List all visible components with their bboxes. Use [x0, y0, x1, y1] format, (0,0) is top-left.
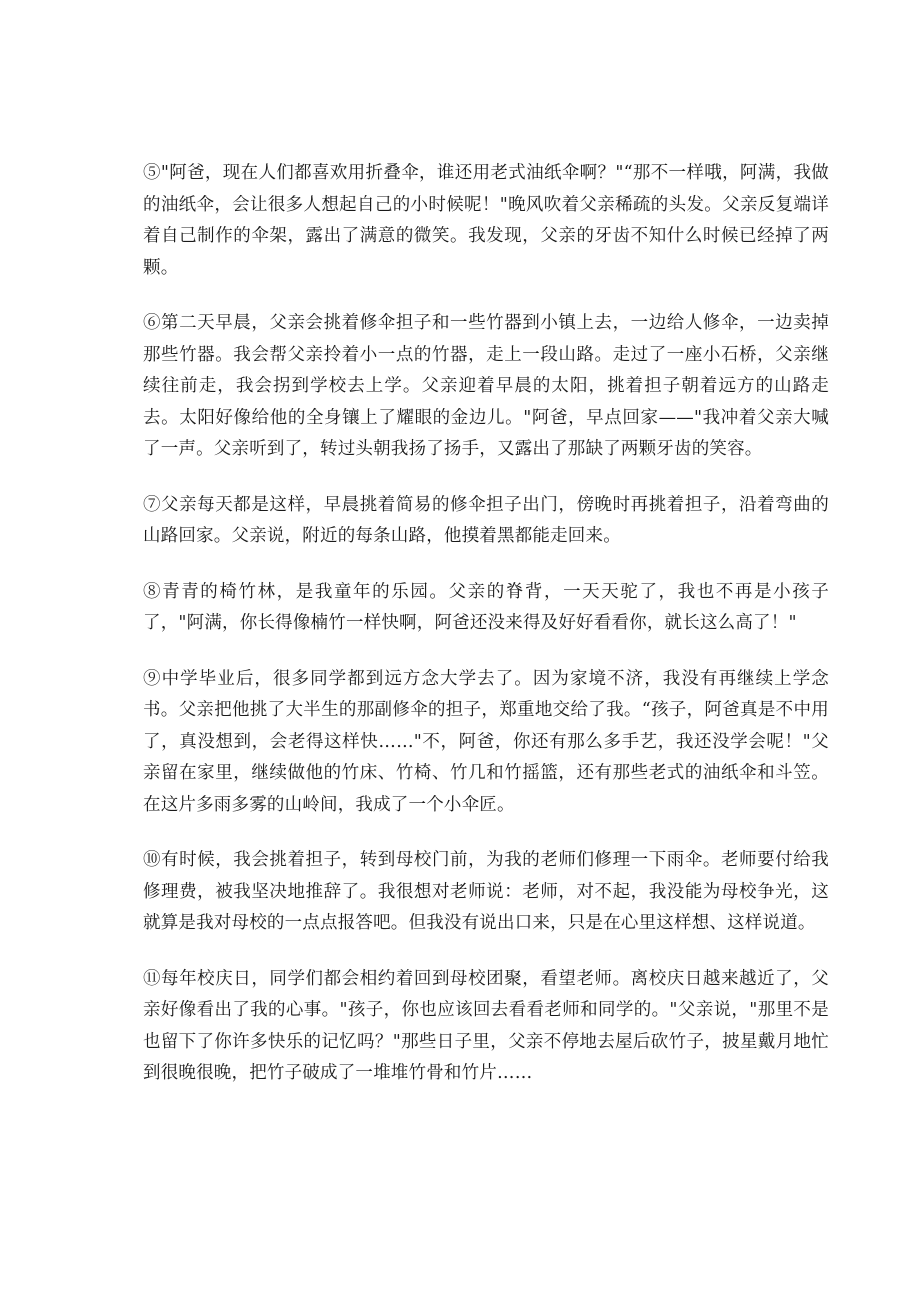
paragraph-9: ⑨中学毕业后，很多同学都到远方念大学去了。因为家境不济，我没有再继续上学念书。父亲把他挑了大半生的那副修伞的担子，郑重地交给了我。“孩子，阿爸真是不中用了，真没想到，会老得这样快……"不，阿爸，你还有那么多手艺，我还没学会呢！"父亲留在家里，继续做他的竹床、竹椅、竹几和竹摇篮，还有那些老式的油纸伞和斗笠。在这片多雨多雾的山岭间，我成了一个小伞匠。 — [143, 668, 829, 815]
paragraph-6: ⑥第二天早晨，父亲会挑着修伞担子和一些竹器到小镇上去，一边给人修伞，一边卖掉那些竹器。我会帮父亲拎着小一点的竹器，走上一段山路。走过了一座小石桥，父亲继续往前走，我会拐到学校去上学。父亲迎着早晨的太阳，挑着担子朝着远方的山路走去。太阳好像给他的全身镶上了耀眼的金边儿。"阿爸，早点回家——"我冲着父亲大喊了一声。父亲听到了，转过头朝我扬了扬手，又露出了那缺了两颗牙齿的笑容。 — [143, 313, 829, 459]
paragraph-8: ⑧青青的椅竹林，是我童年的乐园。父亲的脊背，一天天驼了，我也不再是小孩子了，"阿满，你长得像楠竹一样快啊，阿爸还没来得及好好看看你，就长这么高了！" — [143, 581, 829, 633]
paragraph-10: ⑩有时候，我会挑着担子，转到母校门前，为我的老师们修理一下雨伞。老师要付给我修理费，被我坚决地推辞了。我很想对老师说：老师，对不起，我没能为母校争光，这就算是我对母校的一点点报答吧。但我没有说出口来，只是在心里这样想、这样说道。 — [143, 850, 829, 933]
document-body — [143, 158, 829, 1114]
paragraph-11: ⑪每年校庆日，同学们都会相约着回到母校团聚，看望老师。离校庆日越来越近了，父亲好像看出了我的心事。"孩子，你也应该回去看看老师和同学的。"父亲说，"那里不是也留下了你许多快乐的记忆吗？"那些日子里，父亲不停地去屋后砍竹子，披星戴月地忙到很晚很晚，把竹子破成了一堆堆竹骨和竹片…… — [143, 968, 829, 1083]
paragraph-7: ⑦父亲每天都是这样，早晨挑着简易的修伞担子出门，傍晚时再挑着担子，沿着弯曲的山路回家。父亲说，附近的每条山路，他摸着黑都能走回来。 — [143, 494, 829, 546]
paragraph-5: ⑤"阿爸，现在人们都喜欢用折叠伞，谁还用老式油纸伞啊？"“那不一样哦，阿满，我做的油纸伞，会让很多人想起自己的小时候呢！"晚风吹着父亲稀疏的头发。父亲反复端详着自己制作的伞架，露出了满意的微笑。我发现，父亲的牙齿不知什么时候已经掉了两颗。 — [143, 163, 829, 278]
